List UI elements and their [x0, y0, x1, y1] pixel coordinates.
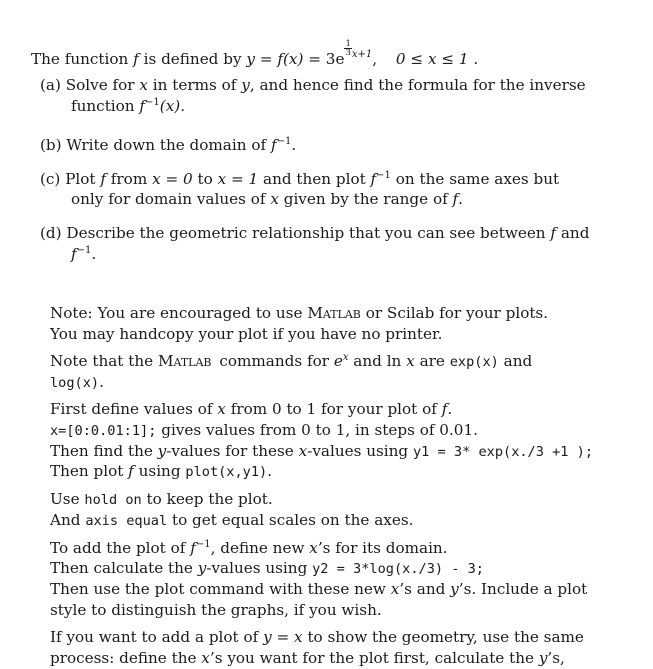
- math-f: f: [139, 97, 146, 115]
- math-fx: f(x): [277, 50, 304, 68]
- intro-text: The function: [31, 50, 129, 68]
- note-text: Note that the: [50, 352, 154, 370]
- math-superscript: −1: [76, 245, 92, 256]
- note-text: And: [50, 511, 81, 529]
- math-f: f: [270, 136, 277, 154]
- note-text: -values using: [206, 559, 308, 577]
- note-text: ’s and: [399, 580, 446, 598]
- note-text: ’s you want for the plot first, calculate the: [209, 649, 534, 667]
- part-text: .: [458, 190, 463, 208]
- part-text: on the same axes but: [395, 170, 560, 188]
- part-d-line-2: [71, 244, 96, 265]
- note-line: [50, 441, 593, 463]
- domain-expression: 0 ≤ x ≤ 1 .: [395, 50, 479, 68]
- math-y: y: [450, 580, 459, 598]
- note-text: Then calculate the: [50, 559, 193, 577]
- note-text: If you want to add a plot of: [50, 628, 259, 646]
- part-a-line-1: [40, 75, 586, 96]
- note-text: or Scilab for your plots.: [365, 304, 549, 322]
- part-text: .: [91, 245, 97, 263]
- math-f: f: [128, 462, 134, 480]
- note-text: are: [419, 352, 445, 370]
- math-x: x: [139, 76, 148, 94]
- note-text: .: [267, 462, 273, 480]
- note-line: [50, 372, 104, 394]
- note-text: ’s,: [547, 649, 565, 667]
- code-snippet: plot(x,y1): [185, 464, 268, 480]
- matlab-name: Matlab: [307, 304, 361, 322]
- math-superscript: −1: [145, 97, 160, 108]
- note-text: You may handcopy your plot if you have no printer.: [50, 325, 443, 343]
- note-text: Then plot: [50, 462, 124, 480]
- note-text: using: [138, 462, 181, 480]
- part-text: from: [110, 170, 148, 188]
- note-text: Then use the plot command with these new: [50, 580, 386, 598]
- part-label: (b): [40, 136, 62, 154]
- note-text: from 0 to 1 for your plot of: [230, 400, 437, 418]
- math-x: x: [406, 352, 415, 370]
- note-line: [50, 600, 382, 621]
- math-y: y: [538, 649, 548, 667]
- part-label: (c): [40, 170, 61, 188]
- part-d-line-1: [40, 223, 589, 244]
- note-text: to show the geometry, use the same: [307, 628, 584, 646]
- intro-text: is defined by: [143, 50, 242, 68]
- part-a-line-2: [71, 96, 185, 117]
- note-text: To add the plot of: [50, 539, 186, 557]
- note-text: Then find the: [50, 442, 153, 460]
- fraction-numerator: 1: [345, 39, 351, 49]
- note-line: [50, 324, 442, 345]
- note-line: [50, 538, 448, 559]
- math-x: x: [298, 442, 308, 460]
- code-snippet: log(x): [50, 375, 100, 391]
- part-text: , and hence find the formula for the inverse: [249, 76, 586, 94]
- note-text: Note: You are encouraged to use: [50, 304, 303, 322]
- math-y: y: [157, 442, 167, 460]
- math-x: x: [201, 649, 210, 667]
- note-text: .: [447, 400, 453, 418]
- note-text: -values using: [307, 442, 409, 460]
- math-expression: y = x: [263, 628, 303, 646]
- code-snippet: y2 = 3*log(x./3) - 3;: [312, 561, 484, 577]
- code-snippet: x=[0:0.01:1];: [50, 423, 157, 439]
- note-line: [50, 648, 565, 669]
- note-line: [50, 399, 452, 420]
- part-text: Describe the geometric relationship that you can see between: [66, 224, 546, 242]
- note-line: [50, 461, 272, 483]
- note-line: [50, 489, 273, 511]
- note-line: [50, 627, 584, 648]
- exponent-rest: x+1: [351, 49, 373, 60]
- code-snippet: axis equal: [85, 513, 168, 529]
- math-y: y: [241, 76, 250, 94]
- note-text: Use: [50, 490, 80, 508]
- note-text: and: [353, 352, 382, 370]
- note-line: [50, 420, 478, 442]
- note-line: [50, 351, 532, 373]
- fraction-denominator: 3: [345, 48, 351, 58]
- math-x: x: [217, 400, 226, 418]
- note-text: , define new: [210, 539, 305, 557]
- math-f: f: [452, 190, 459, 208]
- problem-statement: [31, 40, 478, 70]
- part-text: and then plot: [263, 170, 366, 188]
- math-y: y: [197, 559, 207, 577]
- note-text: -values for these: [166, 442, 294, 460]
- part-text: .: [291, 136, 297, 154]
- part-text: given by the range of: [283, 190, 448, 208]
- math-expression: x = 1: [217, 170, 259, 188]
- note-text: First define values of: [50, 400, 213, 418]
- math-superscript: x: [342, 352, 349, 363]
- part-text: to: [197, 170, 213, 188]
- part-text: Solve for: [65, 76, 135, 94]
- math-expression: x = 0: [152, 170, 193, 188]
- note-line: [50, 303, 548, 324]
- math-superscript: −1: [276, 136, 292, 147]
- math-superscript: −1: [376, 170, 391, 181]
- code-snippet: hold on: [84, 492, 142, 508]
- part-text: only for domain values of: [71, 190, 266, 208]
- note-text: to get equal scales on the axes.: [171, 511, 414, 529]
- math-base: = 3e: [308, 50, 345, 68]
- part-label: (d): [40, 224, 62, 242]
- math-x: x: [309, 539, 318, 557]
- part-text: Write down the domain of: [66, 136, 267, 154]
- code-snippet: exp(x): [449, 354, 499, 370]
- math-f: f: [133, 50, 139, 68]
- math-superscript: −1: [195, 539, 211, 550]
- math-equals: =: [259, 50, 273, 68]
- part-text: function: [71, 97, 135, 115]
- note-text: process: define the: [50, 649, 197, 667]
- matlab-name: Matlab: [157, 352, 212, 370]
- math-f: f: [100, 170, 106, 188]
- math-e: e: [333, 352, 343, 370]
- math-f: f: [370, 170, 377, 188]
- note-text: commands for: [219, 352, 329, 370]
- part-text: in terms of: [152, 76, 237, 94]
- note-line: [50, 558, 484, 580]
- part-c-line-1: [40, 169, 559, 190]
- math-y: y: [246, 50, 255, 68]
- part-text: and: [560, 224, 590, 242]
- note-text: style to distinguish the graphs, if you wish.: [50, 601, 382, 619]
- math-x: x: [390, 580, 400, 598]
- note-text: .: [99, 373, 104, 391]
- math-f: f: [71, 245, 77, 263]
- math-f: f: [550, 224, 557, 242]
- math-arg: (x).: [159, 97, 186, 115]
- part-text: Plot: [65, 170, 96, 188]
- code-snippet: y1 = 3* exp(x./3 +1 );: [412, 444, 594, 460]
- note-line: [50, 510, 413, 532]
- note-text: and: [503, 352, 533, 370]
- math-x: x: [270, 190, 279, 208]
- note-text: to keep the plot.: [146, 490, 273, 508]
- part-b-line: [40, 135, 296, 156]
- note-text: ’s for its domain.: [317, 539, 448, 557]
- part-c-line-2: [71, 189, 463, 210]
- math-ln: ln: [386, 352, 402, 370]
- note-text: ’s. Include a plot: [458, 580, 588, 598]
- exponent-fraction: [344, 40, 351, 57]
- note-line: [50, 579, 587, 600]
- math-f: f: [190, 539, 196, 557]
- note-text: gives values from 0 to 1, in steps of 0.01.: [161, 421, 478, 439]
- intro-comma: ,: [372, 50, 378, 68]
- part-label: (a): [40, 76, 61, 94]
- math-f: f: [441, 400, 448, 418]
